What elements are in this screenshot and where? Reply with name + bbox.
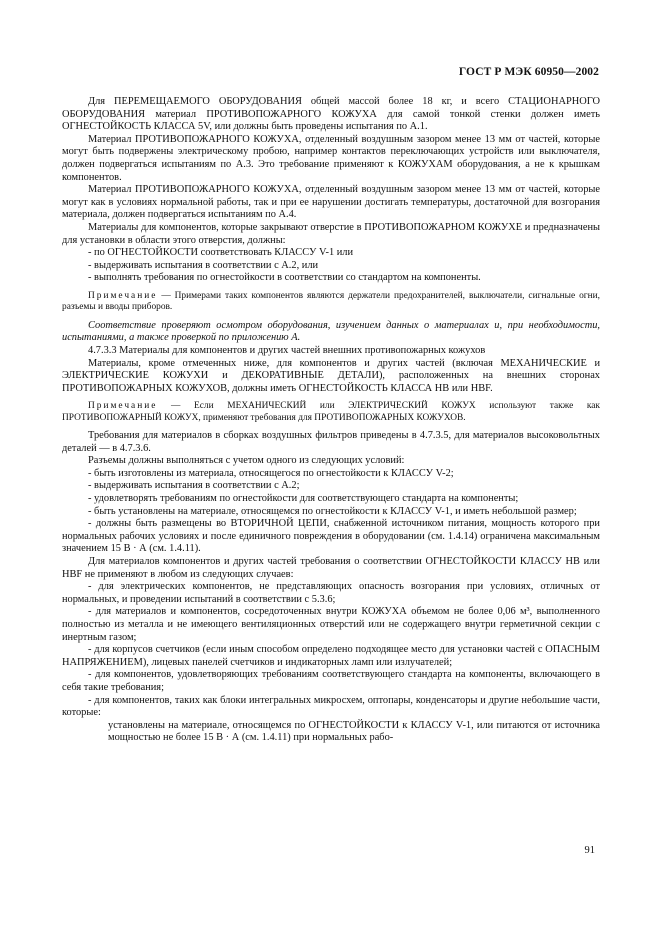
list-item: - для электрических компонентов, не представляющих опасность возгорания при условиях, отличных от нормальных, и проведении испытаний в соответствии с 5.3.6; xyxy=(62,581,600,605)
paragraph: Для материалов компонентов и других частей требования о соответствии ОГНЕСТОЙКОСТИ КЛАССУ НВ или НВF не применяют в любом из следующих случаев: xyxy=(62,556,600,580)
paragraph: Материалы для компонентов, которые закрывают отверстие в ПРОТИВОПОЖАРНОМ КОЖУХЕ и предназначены для установки в области этого отверстия, должны: xyxy=(62,221,600,246)
section-heading: 4.7.3.3 Материалы для компонентов и других частей внешних противопожарных кожухов xyxy=(88,344,486,356)
list-item: - удовлетворять требованиям по огнестойкости для соответствующего стандарта на компоненты; xyxy=(88,493,519,505)
list-item: - должны быть размещены во ВТОРИЧНОЙ ЦЕПИ, снабженной источником питания, мощность которого при нормальных рабочих условиях и после единичного повреждения в оборудовании (см. 1.4.14) ограничена максимальным значением 15 В · А (см. 1.4.11). xyxy=(62,518,600,555)
list-item: - быть изготовлены из материала, относящегося по огнестойкости к КЛАССУ V-2; xyxy=(88,467,454,479)
list-subitem: установлены на материале, относящемся по ОГНЕСТОЙКОСТИ к КЛАССУ V-1, или питаются от источника мощностью не более 15 В · А (см. 1.4.11) при нормальных рабо- xyxy=(108,719,600,744)
note-label: Примечание xyxy=(88,401,158,412)
list-item: - быть установлены на материале, относящемся по огнестойкости к КЛАССУ V-1, и иметь небольшой размер; xyxy=(88,505,577,517)
note-1 xyxy=(62,291,600,314)
list-item: - для компонентов, таких как блоки интегральных микросхем, оптопары, конденсаторы и другие небольшие части, которые: xyxy=(62,694,600,719)
note-text: — Если МЕХАНИЧЕСКИЙ или ЭЛЕКТРИЧЕСКИЙ КОЖУХ используют также как ПРОТИВОПОЖАРНЫЙ КОЖУХ, применяют требования для ПРОТИВОПОЖАРНЫХ КОЖУХОВ. xyxy=(62,401,600,423)
page-body xyxy=(62,96,600,745)
list-item: - для материалов и компонентов, сосредоточенных внутри КОЖУХА объемом не более 0,06 м³, выполненного полностью из металла и не имеющего вентиляционных отверстий или не содержащего внутри герметичной секции с инертным газом; xyxy=(62,606,600,643)
paragraph: Материал ПРОТИВОПОЖАРНОГО КОЖУХА, отделенный воздушным зазором менее 13 мм от частей, которые могут как в условиях нормальной работы, так и при ее нарушении достигать температуры, достаточной для возгорания материала, должен подвергаться испытаниям по А.4. xyxy=(62,184,600,221)
list-item: - по ОГНЕСТОЙКОСТИ соответствовать КЛАССУ V-1 или xyxy=(88,247,354,259)
list-item: - выдерживать испытания в соответствии с А.2; xyxy=(88,480,300,492)
note-2 xyxy=(62,401,600,424)
document-header: ГОСТ Р МЭК 60950—2002 xyxy=(458,66,599,78)
compliance-check: Соответствие проверяют осмотром оборудования, изучением данных о материалах и, при необходимости, испытаниями, а также проверкой по приложению А. xyxy=(62,319,600,344)
note-text: — Примерами таких компонентов являются держатели предохранителей, выключатели, сигнальные огни, разъемы и вводы приборов. xyxy=(62,290,600,313)
page-number: 91 xyxy=(584,845,595,856)
list-item: - выдерживать испытания в соответствии с А.2, или xyxy=(88,259,319,271)
note-label: Примечание xyxy=(88,290,158,301)
paragraph: Разъемы должны выполняться с учетом одного из следующих условий: xyxy=(88,455,405,467)
paragraph: Требования для материалов в сборках воздушных фильтров приведены в 4.7.3.5, для материалов высоковольтных деталей — в 4.7.3.6. xyxy=(62,430,600,454)
list-item: - для корпусов счетчиков (если иным способом определено подходящее место для установки частей с ОПАСНЫМ НАПРЯЖЕНИЕМ), лицевых панелей счетчиков и индикаторных ламп или излучателей; xyxy=(62,644,600,668)
list-item: - выполнять требования по огнестойкости в соответствии со стандартом на компоненты. xyxy=(88,272,481,284)
list-item: - для компонентов, удовлетворяющих требованиям соответствующего стандарта на компоненты, включающего в себя такие требования; xyxy=(62,669,600,693)
paragraph: Материалы, кроме отмеченных ниже, для компонентов и других частей (включая МЕХАНИЧЕСКИЕ и ЭЛЕКТРИЧЕСКИЕ КОЖУХИ и ДЕКОРАТИВНЫЕ ДЕТАЛИ), расположенных на внешних сторонах ПРОТИВОПОЖАРНЫХ КОЖУХОВ, должны иметь ОГНЕСТОЙКОСТЬ КЛАССА НВ или НВF. xyxy=(62,357,600,394)
paragraph: Материал ПРОТИВОПОЖАРНОГО КОЖУХА, отделенный воздушным зазором менее 13 мм от частей, которые могут быть подвержены электрическому пробою, например контактов переключающих устройств или выключателя, должен подвергаться испытаниям по А.3. Это требование применяют к КОЖУХАМ оборудования, а не к крышкам компонентов. xyxy=(62,133,600,183)
paragraph: Для ПЕРЕМЕЩАЕМОГО ОБОРУДОВАНИЯ общей массой более 18 кг, и всего СТАЦИОНАРНОГО ОБОРУДОВАНИЯ материал ПРОТИВОПОЖАРНОГО КОЖУХА для самой тонкой стенки должен иметь ОГНЕСТОЙКОСТЬ КЛАССА 5V, или должны быть проведены испытания по А.1. xyxy=(62,96,600,133)
